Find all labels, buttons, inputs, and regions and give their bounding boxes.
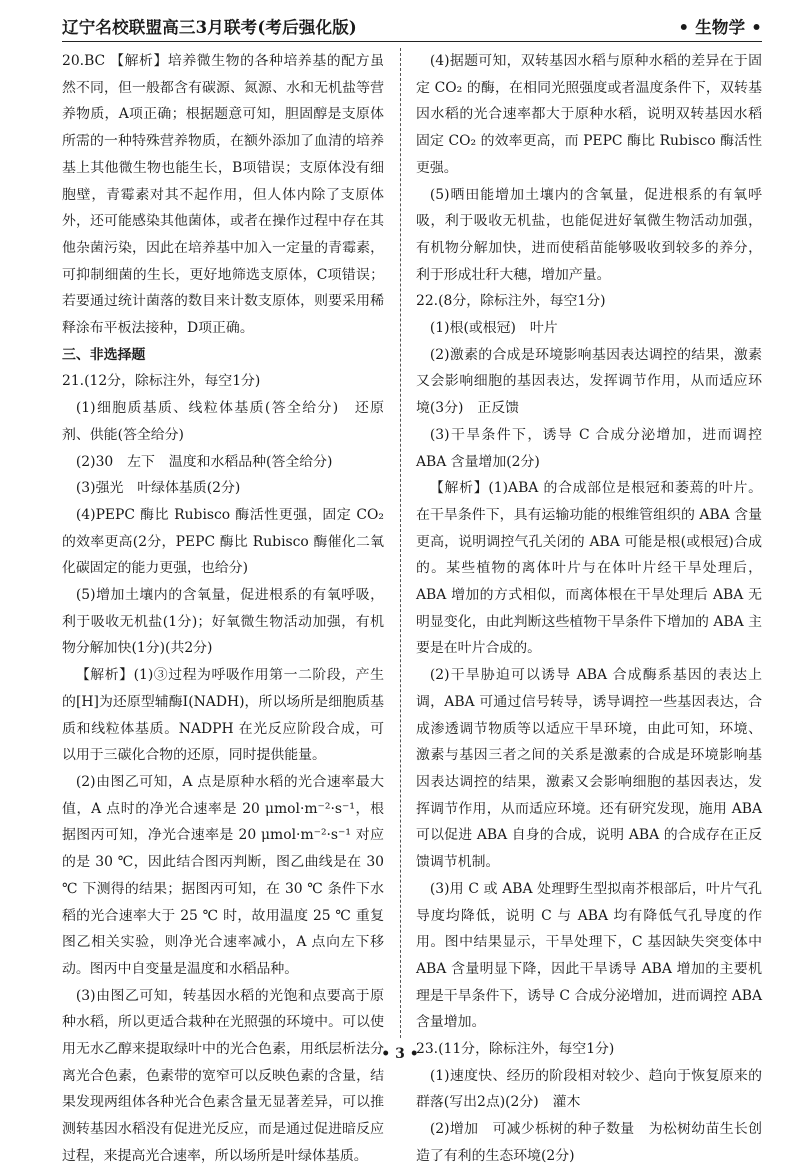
- left-column: [62, 48, 389, 1170]
- paragraph-q22-jx2: (2)干旱胁迫可以诱导 ABA 合成酶系基因的表达上调，ABA 可通过信号转导，诱导调控一些基因表达，合成渗透调节物质等以适应干旱环境，由此可知，环境、激素与基因三者之间的关系是激素的合成是环境影响基因表达调控的结果，激素又会影响细胞的基因表达，发挥调节作用，从而适应环境。还有研究发现，施用 ABA 可以促进 ABA 自身的合成，说明 ABA 的合成存在正反馈调节机制。: [416, 667, 767, 871]
- exam-title: 辽宁名校联盟高三3月联考(考后强化版): [62, 18, 357, 37]
- paragraph-q21-4: (4)PEPC 酶比 Rubisco 酶活性更强，固定 CO₂ 的效率更高(2分，PEPC 酶比 Rubisco 酶催化二氧化碳固定的能力更强，也给分): [62, 506, 389, 577]
- paragraph-q23-1: (1)速度快、经历的阶段相对较少、趋向于恢复原来的群落(写出2点)(2分) 灌木: [416, 1067, 762, 1111]
- paragraph-q21-jx4: (4)据题可知，双转基因水稻与原种水稻的差异在于固定 CO₂ 的酶，在相同光照强度或者温度条件下，双转基因水稻的光合速率都大于原种水稻，说明双转基因水稻固定 CO₂ 的效率更高，而 PEPC 酶比 Rubisco 酶活性更强。: [416, 53, 762, 176]
- subject-label: • 生物学 •: [678, 18, 762, 37]
- paragraph-q23: 23.(11分，除标注外，每空1分): [416, 1041, 615, 1058]
- paragraph-q21-2: (2)30 左下 温度和水稻品种(答全给分): [75, 453, 333, 470]
- paragraph-q21-5: (5)增加土壤内的含氧量，促进根系的有氧呼吸，利于吸收无机盐(1分)；好氧微生物活动加强，有机物分解加快(1分)(共2分): [62, 587, 384, 657]
- paragraph-q21-1: (1)细胞质基质、线粒体基质(答全给分) 还原剂、供能(答全给分): [62, 400, 384, 443]
- paragraph-q21-jx3: (3)由图乙可知，转基因水稻的光饱和点要高于原种水稻，所以更适合栽种在光照强的环境中。可以使用无水乙醇来提取绿叶中的光合色素，用纸层析法分离光合色素，色素带的宽窄可以反映色素的含量，结果发现两组体各种光合色素含量无显著差异，可以推测转基因水稻没有促进光反应，而是通过促进暗反应过程，来提高光合速率，所以场所是叶绿体基质。: [62, 987, 384, 1164]
- paragraph-sec3: 三、非选择题: [62, 346, 146, 363]
- paragraph-q22-jx3: (3)用 C 或 ABA 处理野生型拟南芥根部后，叶片气孔导度均降低，说明 C 与 ABA 均有降低气孔导度的作用。图中结果显示，干旱处理下，C 基因缺失突变体中 ABA 含量明显下降，因此干旱诱导 ABA 增加的主要机理是干旱条件下，诱导 C 合成分泌增加，进而调控 ABA 含量增加。: [416, 880, 767, 1031]
- paragraph-q21-3: (3)强光 叶绿体基质(2分): [75, 480, 241, 497]
- paragraph-q20: 20.BC 【解析】培养微生物的各种培养基的配方虽然不同，但一般都含有碳源、氮源、水和无机盐等营养物质，A项正确；根据题意可知，胆固醇是支原体所需的一种特殊营养物质，在额外添加了血清的培养基上其他微生物也能生长，B项错误；支原体没有细胞壁，青霉素对其不起作用，但人体内除了支原体外，还可能感染其他菌体，或者在操作过程中存在其他杂菌污染，因此在培养基中加入一定量的青霉素，可抑制细菌的生长，更好地筛选支原体，C项错误；若要通过统计菌落的数目来计数支原体，则要采用稀释涂布平板法接种，D项正确。: [62, 53, 384, 337]
- paragraph-q21-jx1: 【解析】(1)③过程为呼吸作用第一二阶段，产生的[H]为还原型辅酶Ⅰ(NADH)，所以场所是细胞质基质和线粒体基质。NADPH 在光反应阶段合成，可以用于三碳化合物的还原，同时提供能量。: [62, 667, 384, 764]
- paragraph-q22: 22.(8分，除标注外，每空1分): [416, 293, 606, 310]
- paragraph-q22-jx1: 【解析】(1)ABA 的合成部位是根冠和萎蔫的叶片。在干旱条件下，具有运输功能的根维管组织的 ABA 含量更高，说明调控气孔关闭的 ABA 可能是根(或根冠)合成的。某些植物的离体叶片与在体叶片经干旱处理后，ABA 增加的方式相似，而离体根在干旱处理后 ABA 无明显变化，由此判断这些植物干旱条件下增加的 ABA 主要是在叶片合成的。: [416, 480, 762, 657]
- paragraph-q21-jx2: (2)由图乙可知，A 点是原种水稻的光合速率最大值，A 点时的净光合速率是 20 μmol·m⁻²·s⁻¹，根据图丙可知，净光合速率是 20 μmol·m⁻²·s⁻¹ 对应的是 30 ℃，因此结合图丙判断，图乙曲线是在 30 ℃ 下测得的结果；据图丙可知，在 30 ℃ 条件下水稻的光合速率大于 25 ℃ 时，故用温度 25 ℃ 重复图乙相关实验，则净光合速率减小，A 点向左下移动。图丙中自变量是温度和水稻品种。: [62, 773, 389, 977]
- paragraph-q22-1: (1)根(或根冠) 叶片: [429, 320, 558, 337]
- paragraph-q21-jx5: (5)晒田能增加土壤内的含氧量，促进根系的有氧呼吸，利于吸收无机盐，也能促进好氧微生物活动加强，有机物分解加快，进而使稻苗能够吸收到较多的养分，利于形成壮秆大穗，增加产量。: [416, 186, 762, 283]
- page-number: • 3 •: [381, 1046, 419, 1062]
- right-column: [416, 48, 767, 1170]
- page-header: [62, 14, 762, 42]
- paragraph-q23-2: (2)增加 可减少栎树的种子数量 为松树幼苗生长创造了有利的生态环境(2分): [416, 1121, 762, 1164]
- paragraph-q22-2: (2)激素的合成是环境影响基因表达调控的结果，激素又会影响细胞的基因表达，发挥调节作用，从而适应环境(3分) 正反馈: [416, 346, 762, 417]
- paragraph-q22-3: (3)干旱条件下，诱导 C 合成分泌增加，进而调控 ABA 含量增加(2分): [416, 426, 767, 470]
- column-divider: [400, 48, 401, 1038]
- paragraph-q21: 21.(12分，除标注外，每空1分): [62, 373, 261, 390]
